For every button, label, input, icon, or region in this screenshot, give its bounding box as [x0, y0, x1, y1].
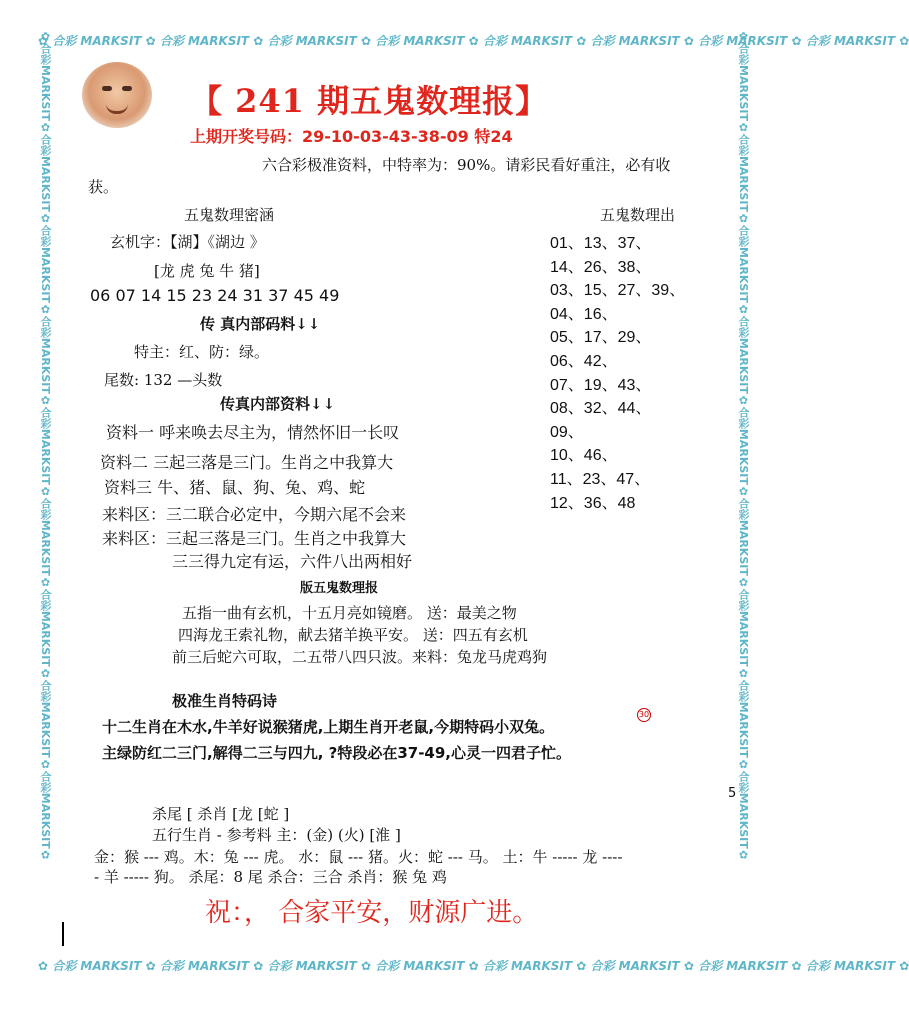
border-top-text: ✿ 合彩 MARKSIT ✿ 合彩 MARKSIT ✿ 合彩 MARKSIT ✿ 合彩 MARKSIT ✿ 合彩 MARKSIT ✿ 合彩 MARKSIT ✿ 合彩 MARKSIT ✿ 合彩 MARKSIT ✿ — [38, 34, 909, 48]
fax-data-heading: 传真内部资料↓↓ — [220, 395, 336, 413]
special-main: 特主：红、防：绿。 — [134, 343, 270, 361]
blessing: 祝：， 合家平安，财源广进。 — [205, 898, 539, 928]
five-elements-line: 五行生肖 - 参考料 主：(金) (火) [淮 ] — [152, 826, 401, 844]
edition-line-3: 前三后蛇六可取，二五带八四只波。来料：兔龙马虎鸡狗 — [172, 648, 548, 666]
data-line-3: 资料三 牛、猪、鼠、狗、兔、鸡、蛇 — [104, 478, 366, 497]
border-left-text: ✿合彩MARKSIT✿合彩MARKSIT✿合彩MARKSIT✿合彩MARKSIT✿合彩MARKSIT✿合彩MARKSIT✿合彩MARKSIT✿合彩MARKSIT✿合彩MARKSIT✿ — [39, 30, 52, 862]
number-row: 03、15、27、39、 — [550, 282, 686, 300]
fax-code-heading: 传 真内部码料↓↓ — [200, 315, 321, 333]
number-row: 07、19、43、 — [550, 376, 652, 394]
intro-line-2: 获。 — [88, 178, 119, 196]
number-row: 04、16、 — [550, 305, 618, 323]
left-heading: 五鬼数理密涵 — [184, 206, 275, 224]
page-number: 5 — [728, 786, 737, 801]
avatar-portrait — [82, 62, 152, 128]
source-line-1: 来料区：三二联合必定中，今期六尾不会来 — [102, 505, 407, 524]
zodiac-picks: [龙 虎 兔 牛 猪] — [154, 262, 260, 280]
number-row: 09、 — [550, 423, 584, 441]
number-row: 05、17、29、 — [550, 329, 652, 347]
data-line-2: 资料二 三起三落是三门。生肖之中我算大 — [100, 453, 394, 472]
elements-line-2: - 羊 ----- 狗。 杀尾：8 尾 杀合：三合 杀肖：猴 兔 鸡 — [94, 868, 447, 886]
data-line-1: 资料一 呼来唤去尽主为，情然怀旧一长叹 — [106, 423, 400, 442]
edition-line-2: 四海龙王索礼物，献去猪羊换平安。 送：四五有玄机 — [178, 626, 528, 644]
text-cursor-mark — [62, 922, 64, 946]
border-bottom-text: ✿ 合彩 MARKSIT ✿ 合彩 MARKSIT ✿ 合彩 MARKSIT ✿ 合彩 MARKSIT ✿ 合彩 MARKSIT ✿ 合彩 MARKSIT ✿ 合彩 MARKSIT ✿ 合彩 MARKSIT ✿ — [38, 959, 909, 973]
tail-numbers: 尾数: 132 —头数 — [104, 371, 223, 389]
last-draw-numbers: 上期开奖号码：29-10-03-43-38-09 特24 — [190, 127, 513, 146]
number-picks: 06 07 14 15 23 24 31 37 45 49 — [90, 286, 340, 305]
edition-heading: 版五鬼数理报 — [300, 581, 379, 596]
xuanji-clue: 玄机字：【湖】《湖边 》 — [110, 233, 265, 251]
number-row: 01、13、37、 — [550, 235, 652, 252]
avatar-eye — [122, 86, 132, 91]
page-title: 【 241 期五鬼数理报】 — [190, 82, 549, 120]
number-row: 14、26、38、 — [550, 258, 652, 276]
avatar-mouth — [106, 104, 128, 114]
edition-line-1: 五指一曲有玄机，十五月亮如镜磨。 送：最美之物 — [182, 604, 517, 622]
source-line-2: 来料区：三起三落是三门。生肖之中我算大 — [102, 529, 407, 548]
poem-heading: 极准生肖特码诗 — [172, 692, 278, 710]
poem-line-1: 十二生肖在木水,牛羊好说猴猪虎,上期生肖开老鼠,今期特码小双兔。 — [102, 718, 555, 736]
number-row: 08、32、44、 — [550, 400, 652, 418]
right-heading: 五鬼数理出 — [600, 206, 676, 224]
avatar-eye — [102, 86, 112, 91]
number-row: 10、46、 — [550, 447, 618, 465]
elements-line-1: 金：猴 --- 鸡。木：兔 --- 虎。 水：鼠 --- 猪。火：蛇 --- 马。 土：牛 ----- 龙 ---- — [94, 848, 623, 866]
poem-line-2: 主绿防红二三门,解得二三与四九, ?特段必在37-49,心灵一四君子忙。 — [102, 744, 571, 762]
intro-line-1: 六合彩极准资料，中特率为：90%。请彩民看好重注，必有收 — [262, 156, 671, 174]
number-row: 12、36、48 — [550, 494, 636, 512]
source-line-3: 三三得九定有运，六件八出两相好 — [172, 552, 413, 571]
number-row: 06、42、 — [550, 352, 618, 370]
border-right-text: ✿合彩MARKSIT✿合彩MARKSIT✿合彩MARKSIT✿合彩MARKSIT✿合彩MARKSIT✿合彩MARKSIT✿合彩MARKSIT✿合彩MARKSIT✿合彩MARKSIT✿ — [737, 30, 750, 862]
kill-line: 杀尾 [ 杀肖 [龙 [蛇 ] — [152, 805, 290, 823]
number-list — [550, 232, 685, 515]
number-row: 11、23、47、 — [550, 470, 651, 488]
circled-number-badge: 30 — [637, 708, 651, 722]
